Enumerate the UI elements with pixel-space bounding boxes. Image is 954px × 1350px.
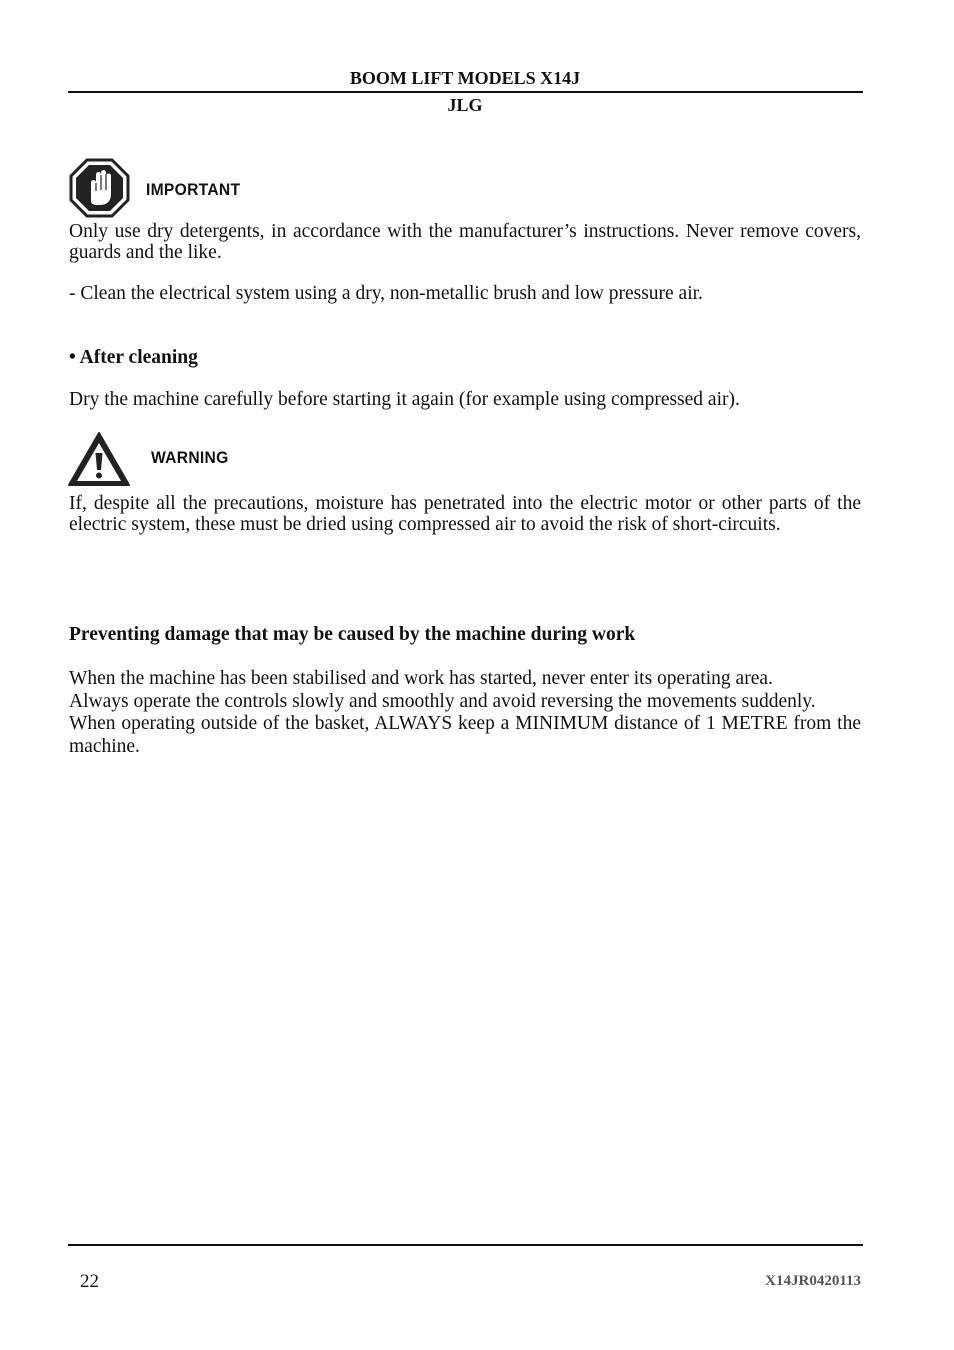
important-label: IMPORTANT	[146, 180, 241, 199]
preventing-line-3: When operating outside of the basket, ALWAYS keep a MINIMUM distance of 1 METRE from the machine.	[69, 713, 861, 757]
after-cleaning-text: Dry the machine carefully before starting it again (for example using compressed air).	[69, 389, 740, 410]
page-number: 22	[80, 1271, 99, 1292]
header-rule	[68, 91, 863, 93]
warning-triangle-icon	[67, 431, 131, 487]
header-subtitle: JLG	[447, 95, 483, 115]
important-text: Only use dry detergents, in accordance with the manufacturer’s instructions. Never remove covers, guards and the like.	[69, 221, 861, 263]
preventing-heading: Preventing damage that may be caused by the machine during work	[69, 624, 636, 645]
header-title: BOOM LIFT MODELS X14J	[349, 68, 581, 88]
after-cleaning-title: After cleaning	[79, 347, 198, 368]
warning-text: If, despite all the precautions, moisture has penetrated into the electric motor or other parts of the electric system, these must be dried using compressed air to avoid the risk of short-circuits.	[69, 493, 861, 535]
footer-rule	[68, 1244, 863, 1246]
preventing-line-2: Always operate the controls slowly and smoothly and avoid reversing the movements suddenly.	[69, 690, 816, 712]
clean-electrical-text: - Clean the electrical system using a dry, non-metallic brush and low pressure air.	[69, 283, 703, 304]
stop-hand-icon	[69, 158, 130, 218]
preventing-text	[69, 668, 861, 758]
bullet: •	[69, 347, 76, 368]
preventing-line-1: When the machine has been stabilised and work has started, never enter its operating area.	[69, 668, 773, 689]
after-cleaning-heading	[69, 347, 198, 369]
warning-label: WARNING	[151, 448, 229, 467]
document-code: X14JR0420113	[765, 1273, 861, 1289]
